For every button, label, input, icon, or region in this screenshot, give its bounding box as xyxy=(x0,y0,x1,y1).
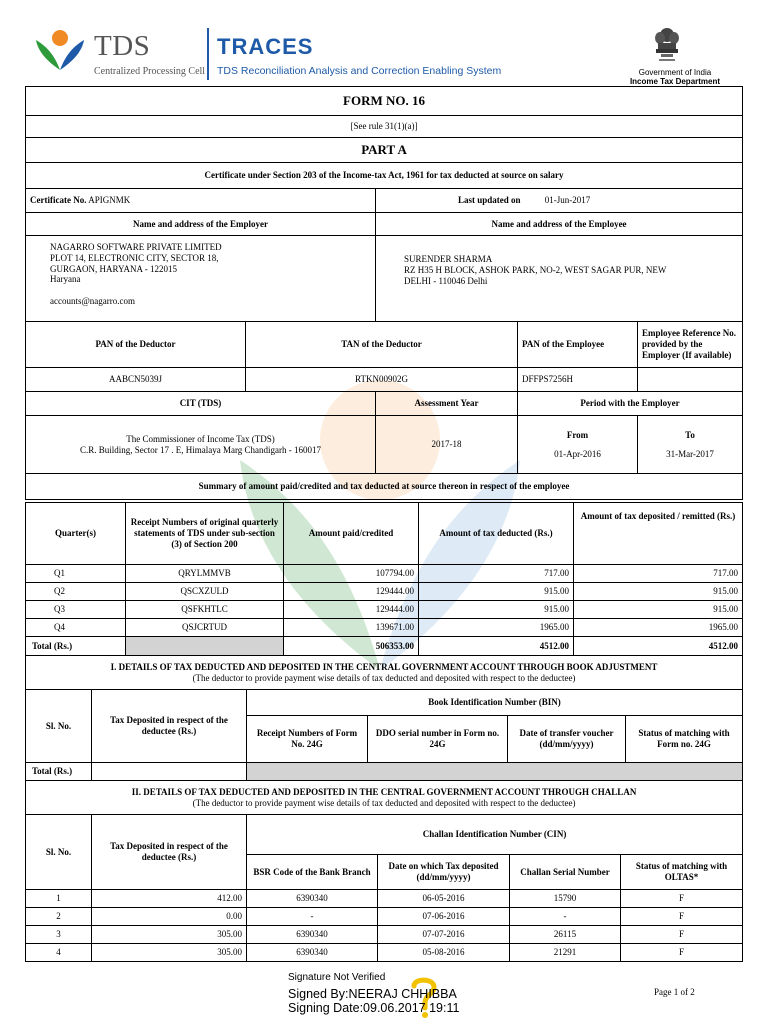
sl-cell: 4 xyxy=(26,944,92,962)
employer-address xyxy=(26,236,376,322)
employee-line: DELHI - 110046 Delhi xyxy=(404,275,488,286)
deducted-cell: 717.00 xyxy=(419,565,574,583)
table-row xyxy=(26,619,743,637)
s1-total-blank xyxy=(247,763,743,781)
pan-employee-label: PAN of the Employee xyxy=(518,322,638,368)
total-deposited: 4512.00 xyxy=(574,637,743,656)
period-to-cell xyxy=(638,416,743,474)
deducted-cell: 915.00 xyxy=(419,601,574,619)
bin-heading: Book Identification Number (BIN) xyxy=(247,690,743,716)
table-row xyxy=(26,926,743,944)
section2-heading-cell xyxy=(26,781,743,815)
period-from-cell xyxy=(518,416,638,474)
tax-cell: 412.00 xyxy=(92,890,247,908)
employer-line: PLOT 14, ELECTRONIC CITY, SECTOR 18, xyxy=(50,252,219,263)
form-rule: [See rule 31(1)(a)] xyxy=(26,116,743,138)
s1-col-receipt24g: Receipt Numbers of Form No. 24G xyxy=(247,716,368,763)
date-cell: 07-07-2016 xyxy=(378,926,510,944)
section2-note: (The deductor to provide payment wise details of tax deducted and deposited with respect to the deductee) xyxy=(192,797,576,808)
s1-col-tax: Tax Deposited in respect of the deductee (Rs.) xyxy=(92,690,247,763)
date-cell: 06-05-2016 xyxy=(378,890,510,908)
last-updated-date: 01-Jun-2017 xyxy=(544,195,591,206)
paid-cell: 107794.00 xyxy=(284,565,419,583)
employer-line: Haryana xyxy=(50,274,81,285)
employer-line: GURGAON, HARYANA - 122015 xyxy=(50,263,178,274)
cin-heading: Challan Identification Number (CIN) xyxy=(247,815,743,855)
period-label: Period with the Employer xyxy=(518,392,743,416)
period-to: 31-Mar-2017 xyxy=(666,448,714,459)
s1-col-ddo: DDO serial number in Form no. 24G xyxy=(368,716,508,763)
employer-line: NAGARRO SOFTWARE PRIVATE LIMITED xyxy=(50,242,222,252)
national-emblem-icon xyxy=(652,26,682,66)
total-label: Total (Rs.) xyxy=(26,637,126,656)
page-number: Page 1 of 2 xyxy=(654,987,695,997)
book-adjustment-table xyxy=(25,655,743,781)
tds-logo-icon xyxy=(30,26,90,72)
s1-total-label: Total (Rs.) xyxy=(26,763,92,781)
s1-col-date: Date of transfer voucher (dd/mm/yyyy) xyxy=(508,716,626,763)
employee-ref-label: Employee Reference No. provided by the Employer (If available) xyxy=(638,322,743,368)
col-amount-paid: Amount paid/credited xyxy=(284,503,419,565)
s2-col-slno: Sl. No. xyxy=(26,815,92,890)
employee-heading: Name and address of the Employee xyxy=(376,213,743,236)
total-row xyxy=(26,637,743,656)
section1-heading-cell xyxy=(26,656,743,690)
col-tax-deducted: Amount of tax deducted (Rs.) xyxy=(419,503,574,565)
tax-cell: 305.00 xyxy=(92,926,247,944)
tax-cell: 0.00 xyxy=(92,908,247,926)
total-row xyxy=(26,763,743,781)
quarter-cell: Q3 xyxy=(26,601,126,619)
part-a-title: PART A xyxy=(26,138,743,163)
section1-heading: I. DETAILS OF TAX DEDUCTED AND DEPOSITED IN THE CENTRAL GOVERNMENT ACCOUNT THROUGH BOOK ADJUSTMENT xyxy=(110,661,658,672)
certificate-label: Certificate No. xyxy=(30,195,87,206)
paid-cell: 139671.00 xyxy=(284,619,419,637)
s2-col-status: Status of matching with OLTAS* xyxy=(621,855,743,890)
employee-ref-value xyxy=(638,368,743,392)
s2-col-bsr: BSR Code of the Bank Branch xyxy=(247,855,378,890)
receipt-cell: QRYLMMVB xyxy=(126,565,284,583)
total-deducted: 4512.00 xyxy=(419,637,574,656)
quarter-cell: Q1 xyxy=(26,565,126,583)
last-updated-label: Last updated on xyxy=(458,195,521,206)
section2-heading: II. DETAILS OF TAX DEDUCTED AND DEPOSITED IN THE CENTRAL GOVERNMENT ACCOUNT THROUGH CHALLAN xyxy=(131,786,637,797)
table-row xyxy=(26,908,743,926)
deducted-cell: 1965.00 xyxy=(419,619,574,637)
to-label: To xyxy=(685,429,695,440)
gov-of-india-text: Government of India xyxy=(638,68,712,77)
table-row xyxy=(26,944,743,962)
bsr-cell: - xyxy=(247,908,378,926)
employer-email: accounts@nagarro.com xyxy=(50,296,136,307)
bsr-cell: 6390340 xyxy=(247,944,378,962)
income-tax-dept-text: Income Tax Department xyxy=(629,77,721,86)
s2-col-tax: Tax Deposited in respect of the deductee (Rs.) xyxy=(92,815,247,890)
last-updated-cell xyxy=(376,189,743,213)
bsr-cell: 6390340 xyxy=(247,890,378,908)
cit-line: The Commissioner of Income Tax (TDS) xyxy=(126,433,275,444)
sl-cell: 2 xyxy=(26,908,92,926)
signature-status: Signature Not Verified xyxy=(288,972,386,983)
signing-date: Signing Date:09.06.2017 19:11 xyxy=(288,1001,460,1015)
deposited-cell: 1965.00 xyxy=(574,619,743,637)
tan-deductor-value: RTKN00902G xyxy=(246,368,518,392)
from-label: From xyxy=(566,429,589,440)
status-cell: F xyxy=(621,944,743,962)
table-row xyxy=(26,565,743,583)
form16-table xyxy=(25,86,743,500)
summary-table xyxy=(25,502,743,656)
certificate-no-cell xyxy=(26,189,376,213)
section1-note: (The deductor to provide payment wise details of tax deducted and deposited with respect to the deductee) xyxy=(192,672,576,683)
receipt-cell: QSCXZULD xyxy=(126,583,284,601)
serial-cell: 15790 xyxy=(510,890,621,908)
serial-cell: 21291 xyxy=(510,944,621,962)
quarter-cell: Q4 xyxy=(26,619,126,637)
traces-subtitle: TDS Reconciliation Analysis and Correction Enabling System xyxy=(217,65,502,77)
document-header xyxy=(0,0,768,84)
cit-line: C.R. Building, Sector 17 . E, Himalaya Marg Chandigarh - 160017 xyxy=(79,444,322,455)
pan-deductor-value: AABCN5039J xyxy=(26,368,246,392)
quarter-cell: Q2 xyxy=(26,583,126,601)
assessment-year-label: Assessment Year xyxy=(376,392,518,416)
date-cell: 05-08-2016 xyxy=(378,944,510,962)
table-row xyxy=(26,601,743,619)
s2-col-serial: Challan Serial Number xyxy=(510,855,621,890)
deposited-cell: 915.00 xyxy=(574,601,743,619)
sl-cell: 1 xyxy=(26,890,92,908)
tds-logo-text: TDS xyxy=(94,30,151,62)
employer-heading: Name and address of the Employer xyxy=(26,213,376,236)
sl-cell: 3 xyxy=(26,926,92,944)
deposited-cell: 915.00 xyxy=(574,583,743,601)
status-cell: F xyxy=(621,926,743,944)
certificate-heading: Certificate under Section 203 of the Income-tax Act, 1961 for tax deducted at source on salary xyxy=(26,163,743,189)
employee-address xyxy=(376,236,743,322)
header-divider xyxy=(207,28,209,80)
paid-cell: 129444.00 xyxy=(284,601,419,619)
tan-deductor-label: TAN of the Deductor xyxy=(246,322,518,368)
table-row xyxy=(26,583,743,601)
cit-address xyxy=(26,416,376,474)
employee-line: SURENDER SHARMA xyxy=(404,254,493,264)
certificate-no: APIGNMK xyxy=(88,195,131,206)
col-tax-deposited: Amount of tax deposited / remitted (Rs.) xyxy=(574,503,743,565)
cit-label: CIT (TDS) xyxy=(26,392,376,416)
status-cell: F xyxy=(621,890,743,908)
total-paid: 506353.00 xyxy=(284,637,419,656)
assessment-year-value: 2017-18 xyxy=(376,416,518,474)
bsr-cell: 6390340 xyxy=(247,926,378,944)
receipt-cell: QSJCRTUD xyxy=(126,619,284,637)
s2-col-date: Date on which Tax deposited (dd/mm/yyyy) xyxy=(378,855,510,890)
col-quarter: Quarter(s) xyxy=(26,503,126,565)
deposited-cell: 717.00 xyxy=(574,565,743,583)
total-receipt-blank xyxy=(126,637,284,656)
s1-col-status: Status of matching with Form no. 24G xyxy=(626,716,743,763)
s1-total-value xyxy=(92,763,247,781)
challan-table xyxy=(25,780,743,962)
table-row xyxy=(26,890,743,908)
receipt-cell: QSFKHTLC xyxy=(126,601,284,619)
pan-employee-value: DFFPS7256H xyxy=(518,368,638,392)
col-receipt: Receipt Numbers of original quarterly statements of TDS under sub-section (3) of Section 200 xyxy=(126,503,284,565)
deducted-cell: 915.00 xyxy=(419,583,574,601)
tds-subtitle: Centralized Processing Cell xyxy=(94,66,206,77)
traces-title: TRACES xyxy=(217,34,314,59)
pan-deductor-label: PAN of the Deductor xyxy=(26,322,246,368)
employee-line: RZ H35 H BLOCK, ASHOK PARK, NO-2, WEST SAGAR PUR, NEW xyxy=(404,264,667,275)
period-from: 01-Apr-2016 xyxy=(554,448,601,459)
certificate-row xyxy=(26,189,743,213)
serial-cell: - xyxy=(510,908,621,926)
tax-cell: 305.00 xyxy=(92,944,247,962)
signed-by: Signed By:NEERAJ CHHIBBA xyxy=(288,987,457,1001)
paid-cell: 129444.00 xyxy=(284,583,419,601)
form-title: FORM NO. 16 xyxy=(26,87,743,116)
date-cell: 07-06-2016 xyxy=(378,908,510,926)
status-cell: F xyxy=(621,908,743,926)
serial-cell: 26115 xyxy=(510,926,621,944)
s1-col-slno: Sl. No. xyxy=(26,690,92,763)
summary-heading: Summary of amount paid/credited and tax deducted at source thereon in respect of the employee xyxy=(26,474,743,500)
